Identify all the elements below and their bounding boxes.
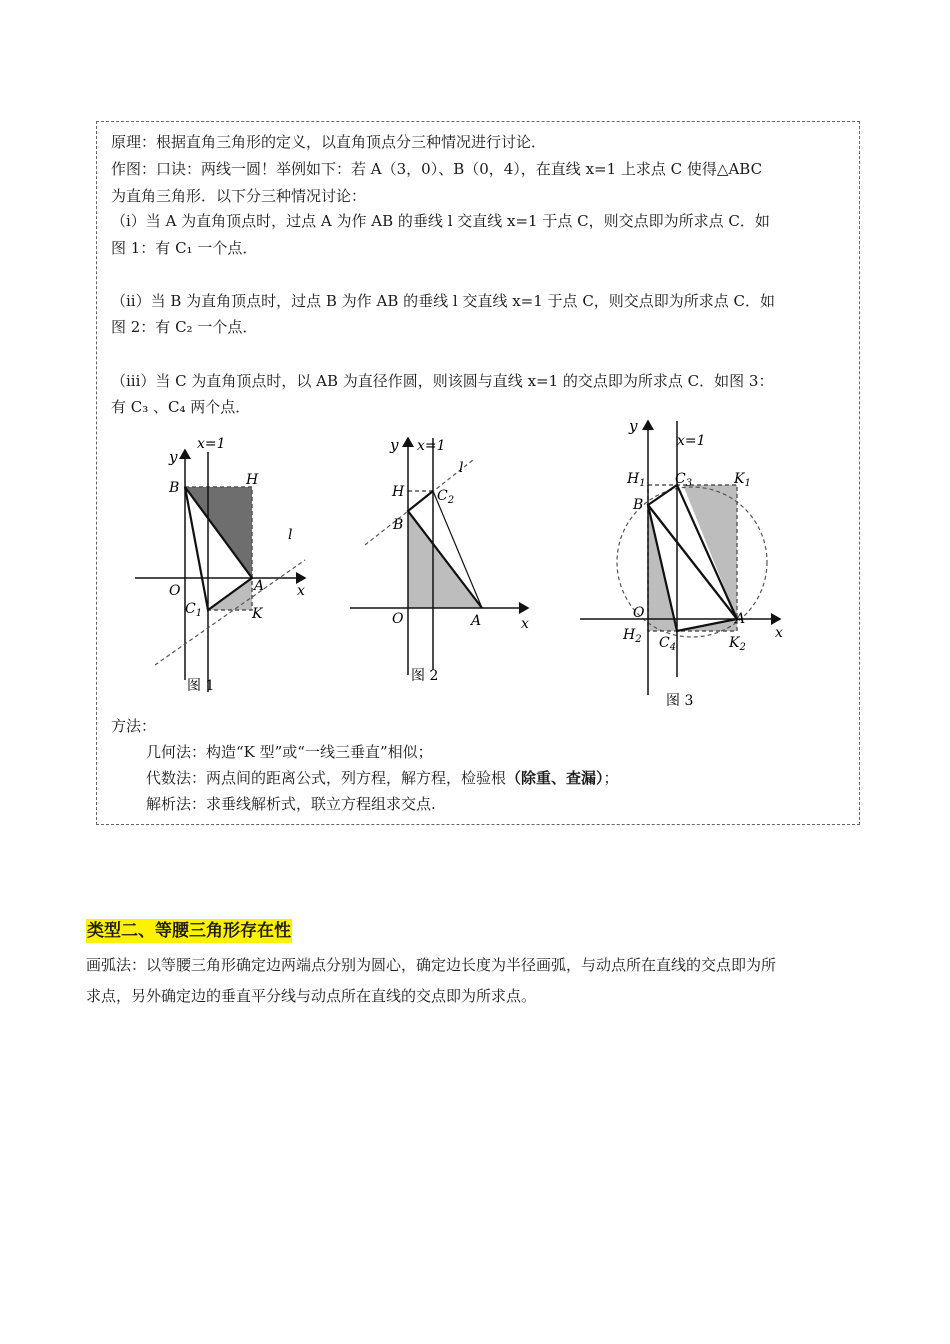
- case3-line-cont: 有 C₃ 、C₄ 两个点．: [111, 398, 251, 416]
- label-b: B: [393, 517, 404, 533]
- label-c1: $C_1$: [185, 601, 203, 619]
- label-xeq: x=1: [197, 436, 226, 452]
- label-b: B: [169, 480, 180, 496]
- figure-2-caption: 图 2: [411, 668, 439, 684]
- figure-1-caption: 图 1: [187, 678, 215, 694]
- construction-line: 作图：口诀：两线一圆！举例如下：若 A（3，0）、B（0，4），在直线 x=1 上求点 C 使得△ABC: [111, 160, 763, 178]
- label-x: x: [521, 616, 529, 632]
- method-algebraic-text: 代数法：两点间的距离公式，列方程，解方程，检验根: [146, 769, 507, 787]
- label-k2: $K_2$: [729, 635, 746, 653]
- label-c4: $C_4$: [659, 635, 677, 653]
- label-x: x: [297, 583, 305, 599]
- figure-3: [575, 415, 790, 715]
- label-a: A: [254, 578, 265, 594]
- label-k1: $K_1$: [734, 471, 751, 489]
- method-algebraic: [146, 768, 619, 788]
- label-o: O: [392, 611, 404, 627]
- method-geometric: 几何法：构造“K 型”或“一线三垂直”相似；: [146, 743, 433, 761]
- label-l: l: [459, 460, 464, 476]
- case1-line: （i）当 A 为直角顶点时，过点 A 为作 AB 的垂线 l 交直线 x=1 于点 C，则交点即为所求点 C．如: [111, 212, 770, 230]
- label-l: l: [288, 527, 293, 543]
- label-h1: $H_1$: [627, 471, 646, 489]
- case2-line-cont: 图 2：有 C₂ 一个点．: [111, 318, 258, 336]
- label-y: y: [169, 448, 178, 466]
- method-algebraic-note: （除重、查漏）: [506, 769, 604, 787]
- method-analytic: 解析法：求垂线解析式，联立方程组求交点.: [146, 795, 436, 813]
- label-h: H: [392, 484, 405, 500]
- section-paragraph: 画弧法：以等腰三角形确定边两端点分别为圆心，确定边长度为半径画弧，与动点所在直线的交点即为所: [86, 956, 777, 974]
- label-a: A: [471, 613, 482, 629]
- section-heading-isosceles: 类型二、等腰三角形存在性: [87, 921, 291, 941]
- principle-line: 原理：根据直角三角形的定义，以直角顶点分三种情况进行讨论．: [111, 133, 547, 151]
- label-k: K: [252, 606, 263, 622]
- label-o: O: [633, 605, 645, 621]
- label-h: H: [246, 472, 259, 488]
- label-xeq: x=1: [417, 438, 446, 454]
- case3-line: （iii）当 C 为直角顶点时，以 AB 为直径作圆，则该圆与直线 x=1 的交点即为所求点 C．如图 3：: [111, 372, 774, 390]
- label-a: A: [735, 611, 746, 627]
- perpendicular-line-l: [155, 560, 305, 665]
- figure-1: [125, 430, 325, 700]
- case2-line: （ii）当 B 为直角顶点时，过点 B 为作 AB 的垂线 l 交直线 x=1 于点 C，则交点即为所求点 C．如: [111, 292, 776, 310]
- label-c3: $C_3$: [675, 471, 693, 489]
- label-x: x: [775, 625, 783, 641]
- label-c2: $C_2$: [437, 488, 455, 506]
- construction-line-cont: 为直角三角形．以下分三种情况讨论：: [111, 187, 367, 205]
- figure-2: [345, 430, 545, 690]
- label-h2: $H_2$: [623, 627, 642, 645]
- section-paragraph-cont: 求点，另外确定边的垂直平分线与动点所在直线的交点即为所求点。: [86, 987, 537, 1005]
- label-b: B: [633, 497, 644, 513]
- label-o: O: [169, 583, 181, 599]
- label-y: y: [629, 417, 638, 435]
- label-y: y: [390, 436, 399, 454]
- figure-3-caption: 图 3: [666, 693, 694, 709]
- methods-title: 方法：: [111, 717, 157, 735]
- method-algebraic-end: ；: [603, 769, 619, 787]
- case1-line-cont: 图 1：有 C₁ 一个点．: [111, 239, 258, 257]
- label-xeq: x=1: [677, 433, 706, 449]
